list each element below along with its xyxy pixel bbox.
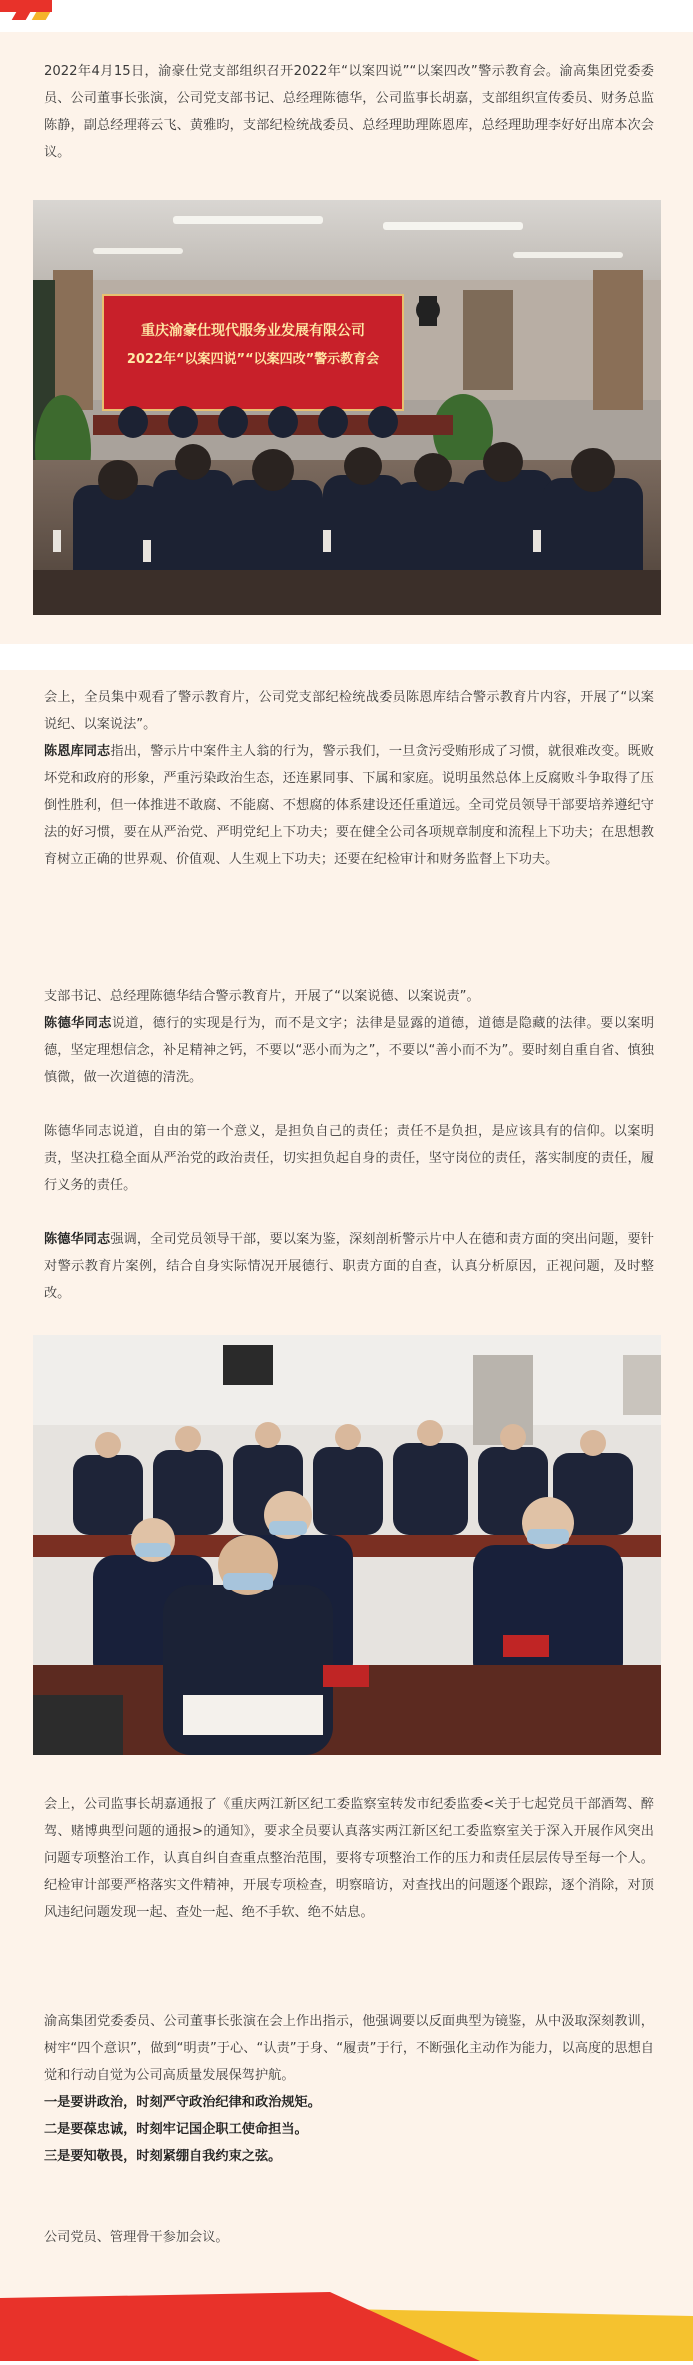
viewing-paragraph (44, 684, 654, 738)
chairman-text: 渝高集团党委委员、公司董事长张演在会上作出指示，他强调要以反面典型为镜鉴，从中汲取深刻教训，树牢“四个意识”，做到“明责”于心、“认责”于身、“履责”于行，不断强化主动作为能力，以高度的思想自觉和行动自觉为公司高质量发展保驾护航。 (44, 2014, 654, 2083)
point-awe: 三是要知敬畏，时刻紧绷自我约束之弦。 (44, 2149, 282, 2164)
point-politics: 一是要讲政治，时刻严守政治纪律和政治规矩。 (44, 2095, 321, 2110)
chen-dehua-virtue-text: 说道，德行的实现是行为，而不是文字；法律是显露的道德，道德是隐藏的法律。要以案明德，坚定理想信念，补足精神之钙，不要以“恶小而为之”，不要以“善小而不为”。要时刻自重自省、慎独慎微，做一次道德的清洗。 (44, 1016, 655, 1085)
chen-enku-paragraph (44, 738, 654, 873)
viewing-text: 会上，全员集中观看了警示教育片，公司党支部纪检统战委员陈恩库结合警示教育片内容，开展了“以案说纪、以案说法”。 (44, 690, 654, 732)
chen-dehua-intro-paragraph (44, 983, 654, 1010)
chen-dehua-emphasis-text: 强调，全司党员领导干部，要以案为鉴，深刻剖析警示片中人在德和责方面的突出问题，要针对警示教育片案例，结合自身实际情况开展德行、职责方面的自查，认真分析原因，正视问题，及时整改。 (44, 1232, 654, 1301)
chen-dehua-duty-text: 陈德华同志说道，自由的第一个意义，是担负自己的责任；责任不是负担，是应该具有的信仰。以案明责，坚决扛稳全面从严治党的政治责任，切实担负起自身的责任，坚守岗位的责任，落实制度的责任，履行义务的责任。 (44, 1124, 654, 1193)
speaker-name-chen-enku: 陈恩库同志 (44, 744, 111, 759)
meeting-photo-attendees (33, 1335, 661, 1755)
intro-paragraph (44, 58, 654, 166)
intro-text: 2022年4月15日，渝豪仕党支部组织召开2022年“以案四说”“以案四改”警示教育会。渝高集团党委委员、公司董事长张演，公司党支部书记、总经理陈德华，公司监事长胡嘉，支部组织宣传委员、财务总监陈静，副总经理蒋云飞、黄雅昀，支部纪检统战委员、总经理助理陈恩库，总经理助理李好好出席本次会议。 (44, 64, 654, 160)
attendance-text: 公司党员、管理骨干参加会议。 (44, 2230, 229, 2245)
chen-enku-text: 指出，警示片中案件主人翁的行为，警示我们，一旦贪污受贿形成了习惯，就很难改变。既败坏党和政府的形象，严重污染政治生态，还连累同事、下属和家庭。说明虽然总体上反腐败斗争取得了压倒性胜利，但一体推进不敢腐、不能腐、不想腐的体系建设还任重道远。全司党员领导干部要培养遵纪守法的好习惯，要在从严治党、严明党纪上下功夫；要在健全公司各项规章制度和流程上下功夫；在思想教育树立正确的世界观、价值观、人生观上下功夫；还要在纪检审计和财务监督上下功夫。 (44, 744, 654, 867)
speaker-name-chen-dehua-2: 陈德华同志 (44, 1232, 111, 1247)
chen-dehua-intro-text: 支部书记、总经理陈德华结合警示教育片，开展了“以案说德、以案说责”。 (44, 989, 480, 1004)
chairman-paragraph (44, 2008, 654, 2170)
notice-paragraph (44, 1791, 654, 1926)
attendance-paragraph (44, 2224, 654, 2251)
top-decoration (0, 0, 693, 24)
chen-dehua-emphasis-paragraph (44, 1226, 654, 1307)
chen-dehua-virtue-paragraph (44, 1010, 654, 1091)
red-bar-decoration (0, 0, 52, 12)
bottom-decoration (0, 2290, 693, 2361)
red-slash-decoration (12, 12, 31, 20)
meeting-photo-front (33, 200, 661, 615)
chen-dehua-duty-paragraph (44, 1118, 654, 1199)
banner-title: 重庆渝豪仕现代服务业发展有限公司 (141, 323, 365, 339)
speaker-name-chen-dehua: 陈德华同志 (44, 1016, 112, 1031)
point-loyalty: 二是要葆忠诚，时刻牢记国企职工使命担当。 (44, 2122, 308, 2137)
yellow-slash-decoration (32, 12, 51, 20)
banner-subtitle: 2022年“以案四说”“以案四改”警示教育会 (126, 352, 380, 367)
notice-text: 会上，公司监事长胡嘉通报了《重庆两江新区纪工委监察室转发市纪委监委<关于七起党员干部酒驾、醉驾、赌博典型问题的通报>的通知》，要求全员要认真落实两江新区纪工委监察室关于深入开展作风突出问题专项整治工作，认真自纠自查重点整治范围，要将专项整治工作的压力和责任层层传导至每一个人。纪检审计部要严格落实文件精神，开展专项检查，明察暗访，对查找出的问题逐个跟踪，逐个消除，对顶风违纪问题发现一起、查处一起、绝不手软、绝不姑息。 (44, 1797, 654, 1920)
